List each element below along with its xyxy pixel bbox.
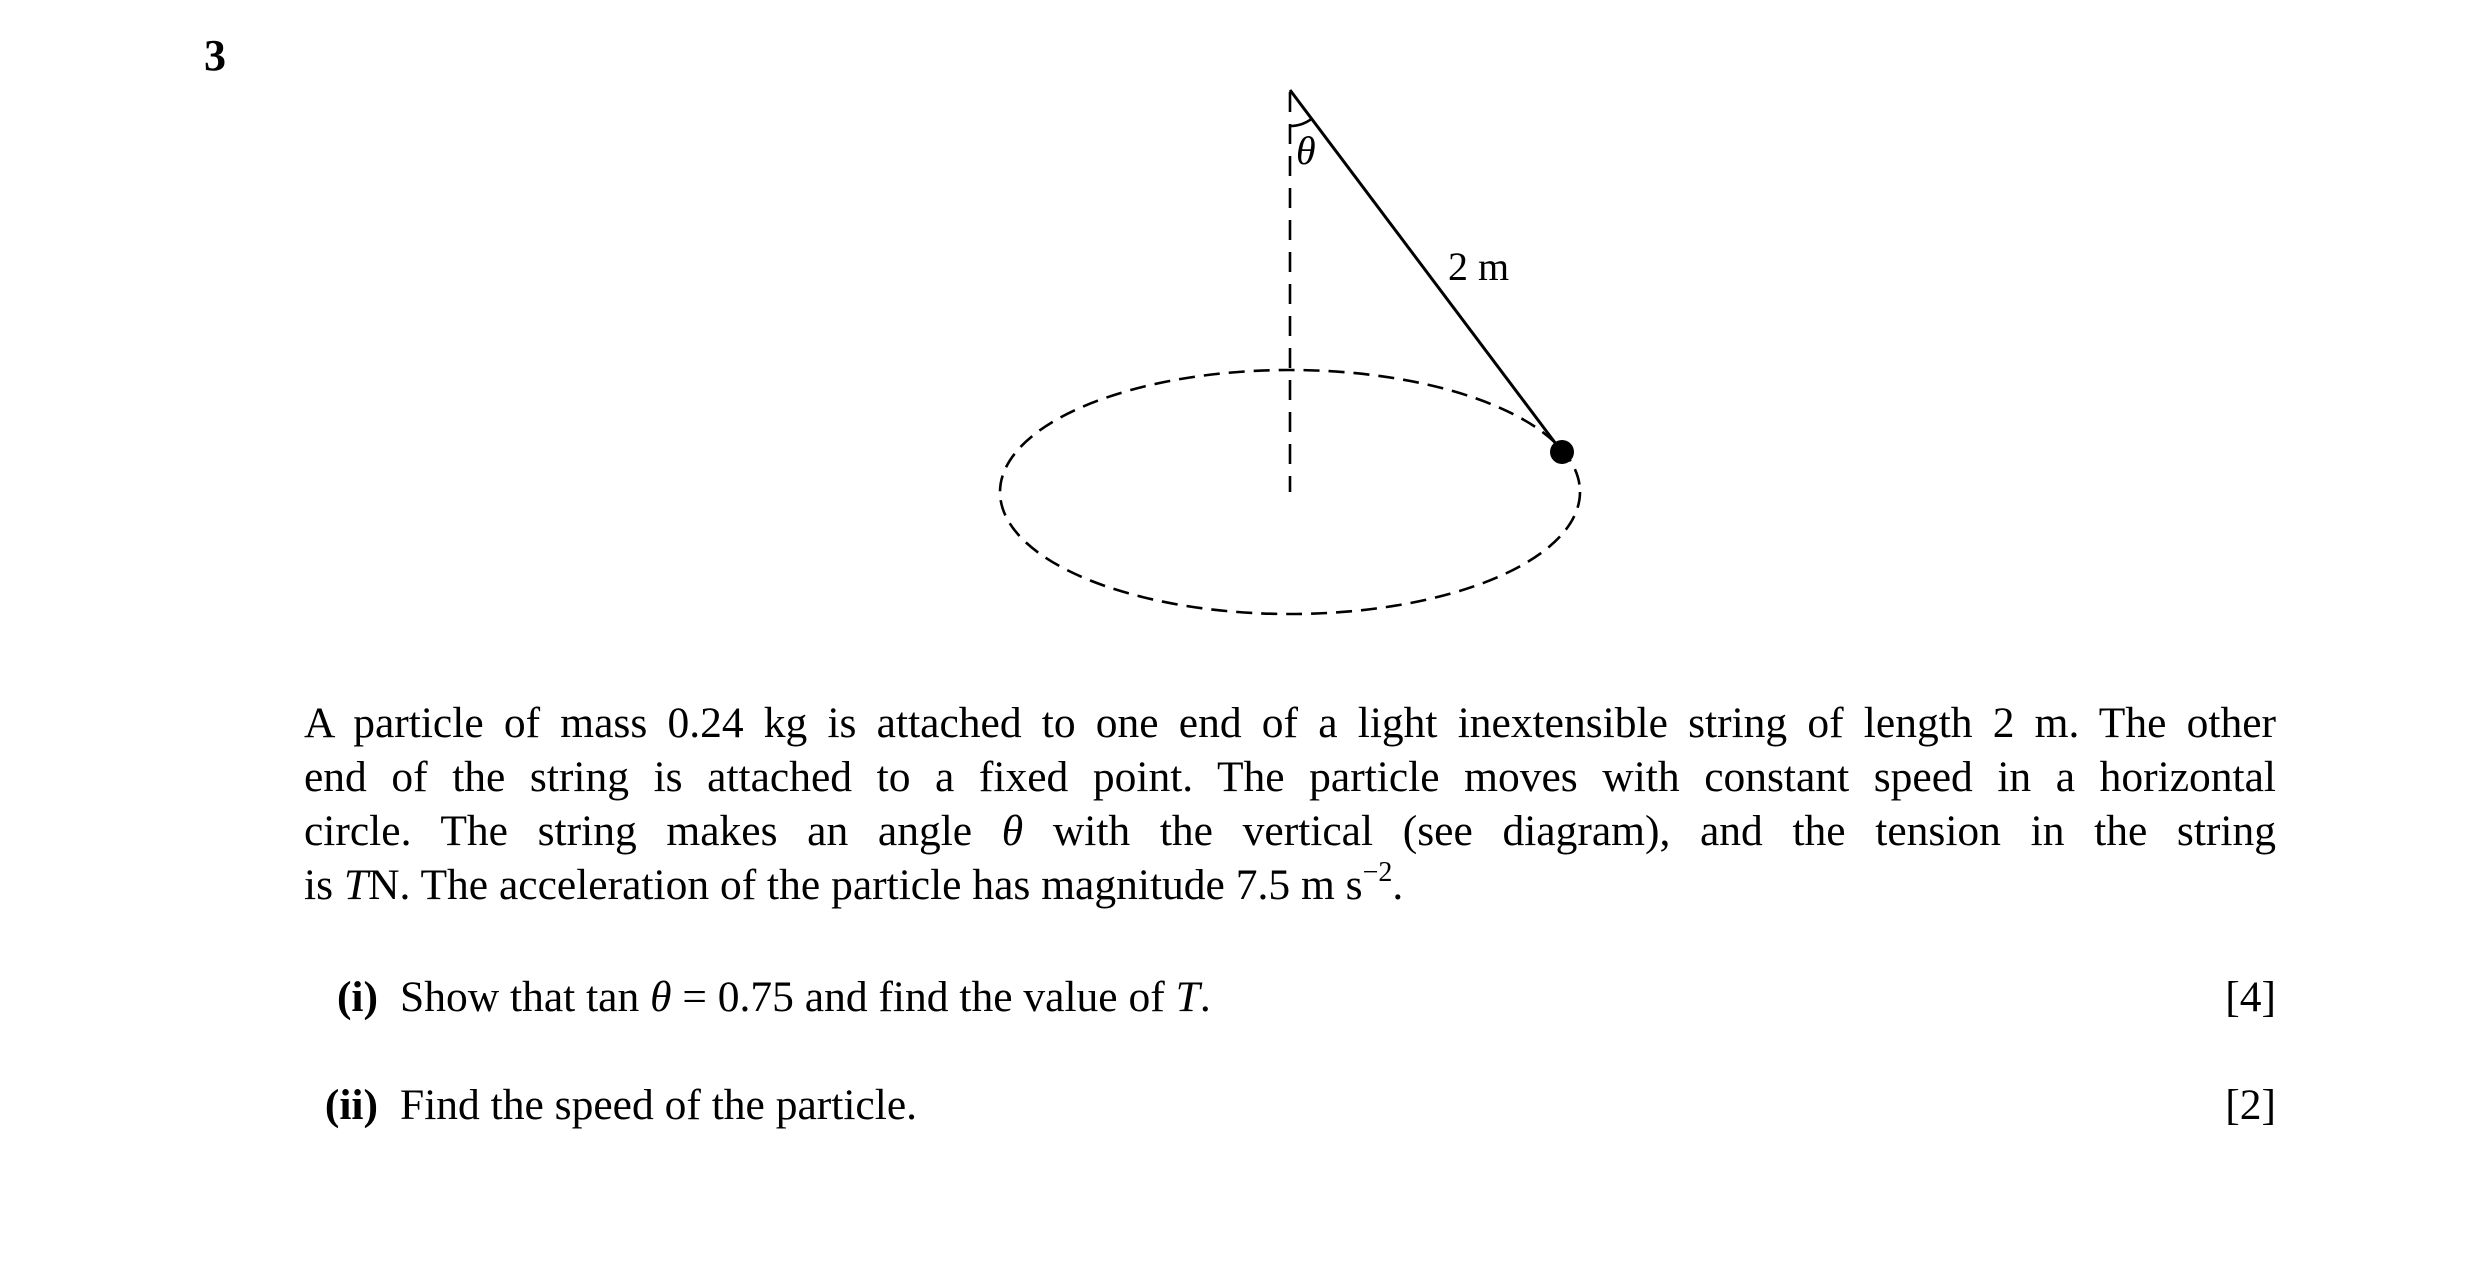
part-ii-text: Find the speed of the particle. — [400, 1081, 918, 1129]
stem-line-2: end of the string is attached to a fixed point. The particle moves with constant speed in a horizontal — [304, 753, 2276, 801]
part-i-label: (i) — [336, 973, 378, 1021]
stem-line-4 — [304, 858, 2276, 918]
stem-line-3a: circle. The string makes an angle — [304, 807, 973, 855]
exponent: −2 — [1362, 857, 1393, 888]
theta-symbol: θ — [1001, 807, 1024, 855]
angle-arc — [1290, 119, 1312, 126]
part-ii-label: (ii) — [324, 1081, 378, 1129]
part-i-text — [400, 973, 1211, 1021]
stem-line-1: A particle of mass 0.24 kg is attached to one end of a light inextensible string of length 2 m. The other — [304, 699, 2276, 747]
angle-label: θ — [1296, 128, 1316, 173]
part-i-text-c: . — [1199, 973, 1211, 1021]
question-stem — [304, 696, 2276, 918]
part-i-theta: θ — [650, 973, 672, 1021]
length-label: 2 m — [1448, 244, 1510, 289]
stem-line-3 — [304, 804, 2276, 858]
stem-line-4b: N. The acceleration of the particle has magnitude 7.5 m s — [368, 861, 1363, 909]
part-i-text-a: Show that tan — [400, 973, 640, 1021]
part-ii-marks: [2] — [2225, 1081, 2276, 1129]
stem-period: . — [1392, 861, 1404, 909]
question-number: 3 — [204, 31, 226, 80]
string-line — [1290, 90, 1562, 452]
tension-symbol: T — [343, 861, 369, 909]
stem-line-4-is: is — [304, 861, 334, 909]
part-i-marks: [4] — [2225, 973, 2276, 1021]
particle-dot — [1550, 440, 1574, 464]
part-i-var: T — [1175, 973, 1200, 1021]
part-i-text-b: = 0.75 and find the value of — [682, 973, 1165, 1021]
stem-line-3b: with the vertical (see diagram), and the tension in the string — [1052, 807, 2277, 855]
